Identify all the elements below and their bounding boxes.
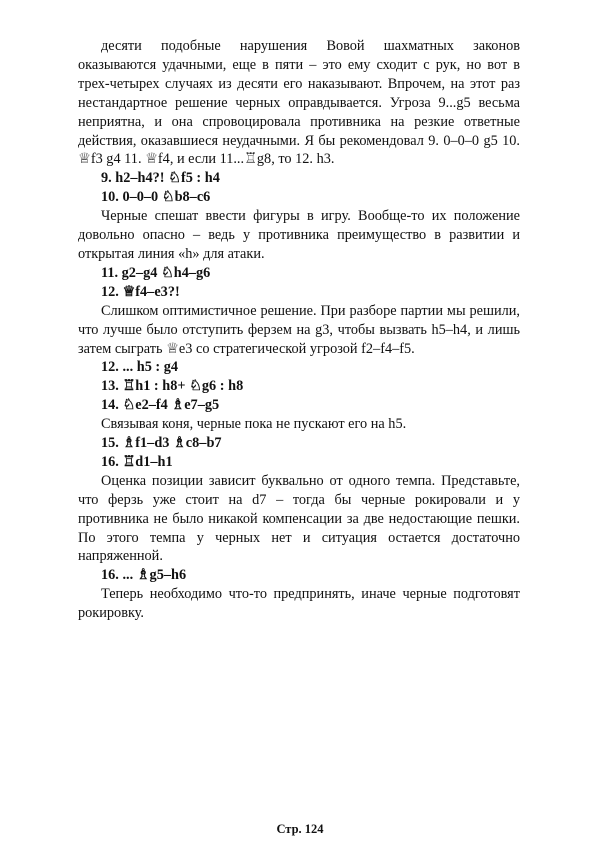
move-line: 15. ♗f1–d3 ♗c8–b7 bbox=[101, 435, 222, 452]
page-number: Стр. 124 bbox=[276, 822, 324, 836]
paragraph: Черные спешат ввести фигуры в игру. Вообще-то их положение довольно опасно – ведь у противника преимущество в развитии и открытая линия «h» для атаки. bbox=[78, 208, 520, 262]
move-line: 11. g2–g4 ♘h4–g6 bbox=[101, 264, 211, 281]
paragraph: Слишком оптимистичное решение. При разборе партии мы решили, что лучше было отступить ферзем на g3, чтобы вызвать h5–h4, и лишь затем сыграть ♕e3 со стратегической угрозой f2–f4–f5. bbox=[78, 302, 520, 357]
page-body bbox=[78, 37, 520, 623]
move-line: 10. 0–0–0 ♘b8–c6 bbox=[101, 189, 211, 206]
move-line: 16. ... ♗g5–h6 bbox=[101, 567, 187, 584]
move-line: 13. ♖h1 : h8+ ♘g6 : h8 bbox=[101, 378, 244, 395]
paragraph: десяти подобные нарушения Вовой шахматных законов оказываются удачными, еще в пяти – это ему сходит с рук, но вот в трех-четырех случаях из десяти его наказывают. Впрочем, на этот раз нестандартное решение черных оправдывается. Угроза 9...g5 весьма неприятна, и она спровоцировала противника на резкие ответные действия, оказавшиеся неудачными. Я бы рекомендовал 9. 0–0–0 g5 10. ♕f3 g4 11. ♕f4, и если 11...♖g8, то 12. h3. bbox=[78, 38, 520, 168]
paragraph: Оценка позиции зависит буквально от одного темпа. Представьте, что ферзь уже стоит на d7 – тогда бы черные рокировали и у противника не было никакой компенсации за две недостающие пешки. По этого темпа у черных нет и ситуация остается достаточно напряженной. bbox=[78, 472, 520, 565]
move-line: 12. ... h5 : g4 bbox=[101, 359, 179, 376]
move-line: 12. ♕f4–e3?! bbox=[101, 283, 180, 300]
move-line: 16. ♖d1–h1 bbox=[101, 453, 173, 470]
paragraph: Связывая коня, черные пока не пускают его на h5. bbox=[101, 416, 407, 433]
paragraph: Теперь необходимо что-то предпринять, иначе черные подготовят рокировку. bbox=[78, 586, 520, 622]
move-line: 14. ♘e2–f4 ♗e7–g5 bbox=[101, 397, 220, 414]
move-line: 9. h2–h4?! ♘f5 : h4 bbox=[101, 170, 220, 187]
